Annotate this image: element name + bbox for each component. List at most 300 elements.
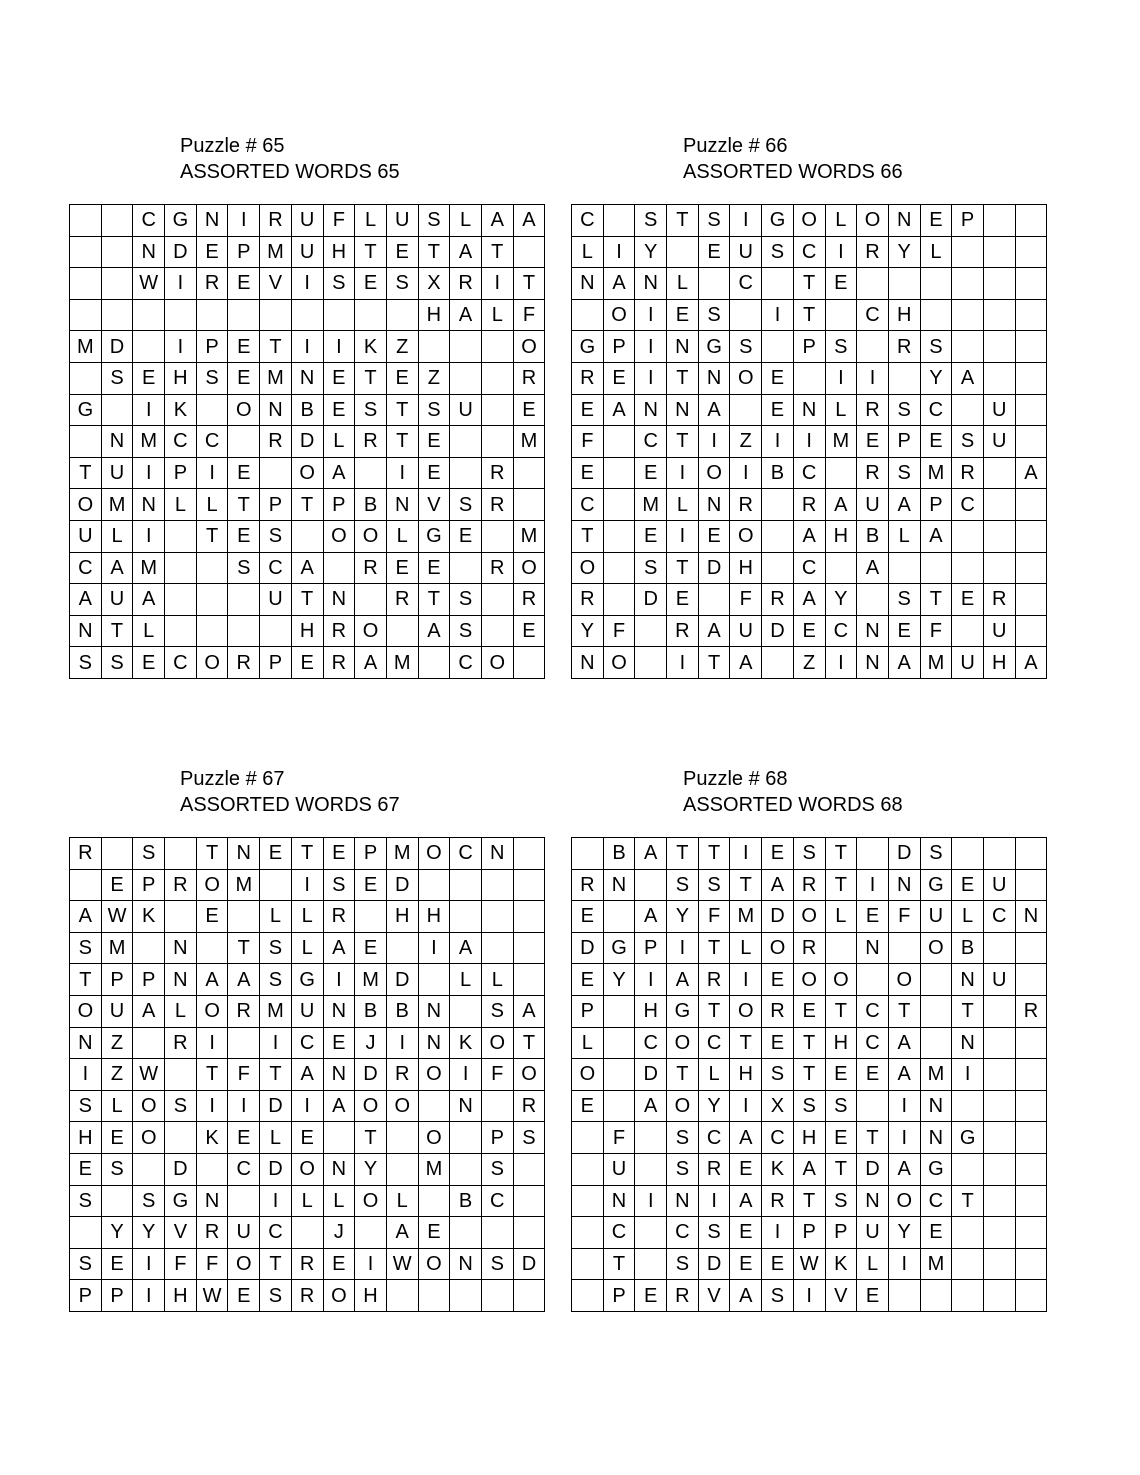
grid-cell: F <box>228 1059 260 1091</box>
grid-cell: T <box>826 838 858 870</box>
grid-cell: A <box>699 616 731 648</box>
grid-cell <box>952 237 984 269</box>
grid-cell: K <box>133 901 165 933</box>
grid-cell: U <box>730 237 762 269</box>
grid-cell: S <box>165 1091 197 1123</box>
grid-cell: P <box>133 870 165 902</box>
grid-cell: U <box>450 395 482 427</box>
grid-cell: U <box>984 964 1016 996</box>
grid-cell: M <box>514 521 546 553</box>
grid-cell <box>482 363 514 395</box>
grid-cell: R <box>857 237 889 269</box>
grid-cell: D <box>355 1059 387 1091</box>
grid-cell: E <box>514 395 546 427</box>
grid-cell: H <box>70 1122 102 1154</box>
grid-cell: S <box>419 205 451 237</box>
grid-cell <box>1016 363 1048 395</box>
grid-cell: I <box>197 1091 229 1123</box>
grid-cell: S <box>102 647 134 679</box>
grid-cell: T <box>699 933 731 965</box>
grid-cell: G <box>165 1186 197 1218</box>
grid-cell: L <box>572 1028 604 1060</box>
grid-cell: T <box>228 933 260 965</box>
grid-cell <box>450 1154 482 1186</box>
grid-cell: I <box>667 647 699 679</box>
grid-cell <box>984 300 1016 332</box>
grid-cell: O <box>572 553 604 585</box>
grid-cell: S <box>102 363 134 395</box>
grid-cell <box>984 363 1016 395</box>
grid-cell: S <box>450 616 482 648</box>
grid-cell: U <box>921 901 953 933</box>
grid-cell <box>260 616 292 648</box>
grid-cell: T <box>857 1122 889 1154</box>
grid-cell: U <box>102 458 134 490</box>
grid-cell <box>70 1217 102 1249</box>
grid-cell: I <box>794 426 826 458</box>
grid-cell: C <box>730 268 762 300</box>
grid-cell: Y <box>604 964 636 996</box>
grid-cell <box>794 363 826 395</box>
grid-cell: P <box>70 1280 102 1312</box>
grid-cell: I <box>387 1028 419 1060</box>
grid-cell: S <box>419 395 451 427</box>
puzzle-67-grid <box>69 837 545 1312</box>
grid-cell: E <box>635 458 667 490</box>
grid-cell: E <box>826 1122 858 1154</box>
grid-cell: I <box>133 1249 165 1281</box>
grid-cell <box>1016 205 1048 237</box>
grid-cell <box>1016 237 1048 269</box>
grid-cell: S <box>952 426 984 458</box>
grid-cell: A <box>952 363 984 395</box>
grid-cell <box>419 647 451 679</box>
grid-cell: M <box>260 237 292 269</box>
grid-cell <box>826 458 858 490</box>
grid-cell: L <box>482 964 514 996</box>
grid-cell <box>635 1122 667 1154</box>
grid-cell: D <box>165 1154 197 1186</box>
grid-cell: E <box>228 1280 260 1312</box>
grid-cell <box>604 205 636 237</box>
grid-cell: I <box>165 331 197 363</box>
grid-cell: G <box>70 395 102 427</box>
grid-cell: S <box>133 838 165 870</box>
grid-cell: I <box>292 268 324 300</box>
grid-cell <box>984 331 1016 363</box>
grid-cell <box>667 237 699 269</box>
grid-cell: E <box>324 395 356 427</box>
grid-cell: D <box>762 901 794 933</box>
grid-cell: L <box>387 521 419 553</box>
grid-cell <box>324 1122 356 1154</box>
grid-cell: T <box>667 553 699 585</box>
grid-cell <box>514 458 546 490</box>
grid-cell <box>762 268 794 300</box>
grid-cell: V <box>826 1280 858 1312</box>
grid-cell: U <box>984 870 1016 902</box>
grid-cell: G <box>165 205 197 237</box>
grid-cell <box>260 300 292 332</box>
grid-cell: E <box>324 838 356 870</box>
grid-cell: M <box>826 426 858 458</box>
grid-cell: M <box>260 363 292 395</box>
grid-cell: A <box>1016 647 1048 679</box>
grid-cell: D <box>165 237 197 269</box>
puzzle-66-grid <box>571 204 1047 679</box>
grid-cell <box>984 838 1016 870</box>
grid-cell <box>292 521 324 553</box>
grid-cell <box>70 237 102 269</box>
grid-cell <box>635 1217 667 1249</box>
grid-cell <box>450 458 482 490</box>
grid-cell: Y <box>133 1217 165 1249</box>
grid-cell: D <box>699 553 731 585</box>
grid-cell: S <box>260 964 292 996</box>
grid-cell <box>635 616 667 648</box>
grid-cell: C <box>699 1122 731 1154</box>
grid-cell: A <box>857 553 889 585</box>
grid-cell: I <box>667 521 699 553</box>
grid-cell: N <box>133 237 165 269</box>
grid-cell: R <box>857 458 889 490</box>
grid-cell: A <box>450 237 482 269</box>
grid-cell: O <box>133 1122 165 1154</box>
grid-cell: N <box>102 426 134 458</box>
grid-cell <box>921 996 953 1028</box>
grid-cell: L <box>450 205 482 237</box>
grid-cell <box>921 964 953 996</box>
grid-cell: A <box>355 647 387 679</box>
grid-cell: D <box>260 1091 292 1123</box>
grid-cell <box>604 996 636 1028</box>
grid-cell: P <box>197 331 229 363</box>
puzzle-66-header <box>683 133 903 185</box>
grid-cell: B <box>857 521 889 553</box>
grid-cell: O <box>794 964 826 996</box>
grid-cell <box>387 1154 419 1186</box>
grid-cell: H <box>984 647 1016 679</box>
grid-cell <box>228 300 260 332</box>
grid-cell: I <box>889 1122 921 1154</box>
grid-cell <box>197 584 229 616</box>
grid-cell: L <box>260 901 292 933</box>
grid-cell: N <box>228 838 260 870</box>
grid-cell: Y <box>889 237 921 269</box>
grid-cell <box>482 331 514 363</box>
grid-cell: A <box>604 395 636 427</box>
grid-cell: E <box>857 901 889 933</box>
grid-cell: H <box>794 1122 826 1154</box>
grid-cell: A <box>730 647 762 679</box>
grid-cell: R <box>730 489 762 521</box>
grid-cell <box>984 237 1016 269</box>
grid-cell: Y <box>102 1217 134 1249</box>
grid-cell: E <box>794 616 826 648</box>
grid-cell <box>102 838 134 870</box>
grid-cell <box>984 205 1016 237</box>
grid-cell <box>762 521 794 553</box>
grid-cell <box>133 933 165 965</box>
grid-cell: R <box>984 584 1016 616</box>
grid-cell: P <box>102 964 134 996</box>
grid-cell: T <box>699 996 731 1028</box>
grid-cell: I <box>292 331 324 363</box>
grid-cell: T <box>667 838 699 870</box>
grid-cell: O <box>699 458 731 490</box>
grid-cell: H <box>826 1028 858 1060</box>
grid-cell: I <box>889 1091 921 1123</box>
grid-cell: E <box>419 458 451 490</box>
grid-cell <box>1016 933 1048 965</box>
grid-cell: F <box>699 901 731 933</box>
grid-cell: R <box>260 426 292 458</box>
grid-cell: M <box>70 331 102 363</box>
grid-cell: M <box>921 458 953 490</box>
grid-cell: T <box>292 584 324 616</box>
grid-cell: D <box>889 838 921 870</box>
grid-cell <box>984 1186 1016 1218</box>
grid-cell: R <box>952 458 984 490</box>
grid-cell: R <box>197 268 229 300</box>
grid-cell: C <box>762 1122 794 1154</box>
grid-cell <box>572 1122 604 1154</box>
grid-cell: E <box>762 838 794 870</box>
grid-cell: T <box>826 996 858 1028</box>
grid-cell: G <box>699 331 731 363</box>
grid-cell: S <box>260 1280 292 1312</box>
grid-cell: S <box>699 300 731 332</box>
grid-cell: T <box>572 521 604 553</box>
grid-cell: L <box>292 901 324 933</box>
grid-cell: G <box>572 331 604 363</box>
grid-cell <box>952 395 984 427</box>
grid-cell: U <box>260 584 292 616</box>
grid-cell <box>572 1154 604 1186</box>
grid-cell: Y <box>826 584 858 616</box>
grid-cell: O <box>70 489 102 521</box>
grid-cell: F <box>482 1059 514 1091</box>
grid-cell <box>514 901 546 933</box>
grid-cell <box>102 237 134 269</box>
grid-cell: N <box>952 1028 984 1060</box>
grid-cell: E <box>794 996 826 1028</box>
grid-cell: L <box>857 1249 889 1281</box>
grid-cell: M <box>921 647 953 679</box>
grid-cell: I <box>762 426 794 458</box>
grid-cell <box>419 1091 451 1123</box>
grid-cell: R <box>228 996 260 1028</box>
grid-cell <box>952 553 984 585</box>
grid-cell <box>889 553 921 585</box>
grid-cell: C <box>635 1028 667 1060</box>
grid-cell: G <box>952 1122 984 1154</box>
grid-cell: M <box>635 489 667 521</box>
grid-cell: S <box>482 996 514 1028</box>
grid-cell: R <box>794 489 826 521</box>
grid-cell <box>984 458 1016 490</box>
grid-cell: C <box>857 300 889 332</box>
grid-cell: A <box>826 489 858 521</box>
grid-cell: I <box>635 964 667 996</box>
grid-cell <box>857 838 889 870</box>
grid-cell: U <box>604 1154 636 1186</box>
grid-cell: O <box>921 933 953 965</box>
grid-cell: U <box>984 616 1016 648</box>
grid-cell: R <box>165 1028 197 1060</box>
grid-cell <box>984 521 1016 553</box>
grid-cell: R <box>762 584 794 616</box>
grid-cell <box>355 300 387 332</box>
grid-cell: T <box>667 205 699 237</box>
grid-cell: P <box>260 647 292 679</box>
grid-cell <box>514 870 546 902</box>
grid-cell: S <box>826 331 858 363</box>
grid-cell <box>1016 1122 1048 1154</box>
grid-cell: T <box>102 616 134 648</box>
grid-cell: R <box>355 553 387 585</box>
grid-cell: L <box>292 933 324 965</box>
grid-cell: S <box>70 647 102 679</box>
grid-cell: I <box>635 300 667 332</box>
grid-cell <box>984 996 1016 1028</box>
grid-cell: U <box>228 1217 260 1249</box>
grid-cell: L <box>165 996 197 1028</box>
grid-cell <box>324 553 356 585</box>
grid-cell <box>197 553 229 585</box>
grid-cell: P <box>952 205 984 237</box>
grid-cell: R <box>572 870 604 902</box>
grid-cell: I <box>826 647 858 679</box>
grid-cell: O <box>889 964 921 996</box>
grid-cell: M <box>921 1059 953 1091</box>
grid-cell: I <box>730 458 762 490</box>
grid-cell <box>419 331 451 363</box>
grid-cell: M <box>133 553 165 585</box>
grid-cell: G <box>292 964 324 996</box>
grid-cell <box>292 300 324 332</box>
grid-cell <box>355 458 387 490</box>
grid-cell: E <box>826 268 858 300</box>
grid-cell: T <box>826 870 858 902</box>
grid-cell: C <box>70 553 102 585</box>
grid-cell: I <box>197 1028 229 1060</box>
grid-cell <box>984 1059 1016 1091</box>
puzzle-number: Puzzle # 65 <box>180 135 285 157</box>
grid-cell: N <box>699 489 731 521</box>
grid-cell: D <box>762 616 794 648</box>
grid-cell <box>387 1280 419 1312</box>
grid-cell: A <box>514 996 546 1028</box>
grid-cell <box>387 300 419 332</box>
grid-cell: N <box>450 1249 482 1281</box>
grid-cell <box>355 901 387 933</box>
grid-cell: I <box>324 964 356 996</box>
grid-cell: I <box>197 458 229 490</box>
grid-cell <box>165 521 197 553</box>
grid-cell: U <box>70 521 102 553</box>
grid-cell: T <box>667 363 699 395</box>
grid-cell: R <box>572 584 604 616</box>
grid-cell <box>165 300 197 332</box>
grid-cell: A <box>604 268 636 300</box>
grid-cell <box>921 300 953 332</box>
grid-cell <box>635 1249 667 1281</box>
grid-cell: P <box>572 996 604 1028</box>
grid-cell: U <box>857 1217 889 1249</box>
grid-cell: L <box>324 426 356 458</box>
grid-cell <box>921 1280 953 1312</box>
grid-cell: S <box>699 870 731 902</box>
grid-cell: I <box>292 870 324 902</box>
grid-cell <box>604 521 636 553</box>
grid-cell: E <box>324 363 356 395</box>
grid-cell: O <box>419 1249 451 1281</box>
grid-cell: W <box>102 901 134 933</box>
grid-cell: E <box>730 1217 762 1249</box>
grid-cell: Z <box>102 1059 134 1091</box>
grid-cell: Z <box>102 1028 134 1060</box>
grid-cell: T <box>699 838 731 870</box>
grid-cell: K <box>826 1249 858 1281</box>
grid-cell: L <box>133 616 165 648</box>
grid-cell: E <box>952 870 984 902</box>
grid-cell: E <box>133 363 165 395</box>
grid-cell: C <box>604 1217 636 1249</box>
grid-cell: C <box>292 1028 324 1060</box>
grid-cell <box>482 584 514 616</box>
grid-cell: Y <box>921 363 953 395</box>
grid-cell: E <box>857 426 889 458</box>
grid-cell: F <box>324 205 356 237</box>
grid-cell: N <box>450 1091 482 1123</box>
grid-cell: K <box>450 1028 482 1060</box>
grid-cell: N <box>667 331 699 363</box>
grid-cell: O <box>228 1249 260 1281</box>
grid-cell: E <box>133 647 165 679</box>
grid-cell: B <box>387 996 419 1028</box>
grid-cell: K <box>165 395 197 427</box>
grid-cell <box>1016 521 1048 553</box>
grid-cell: R <box>514 363 546 395</box>
grid-cell <box>482 870 514 902</box>
grid-cell: O <box>482 647 514 679</box>
grid-cell: O <box>514 553 546 585</box>
grid-cell: N <box>324 1059 356 1091</box>
grid-cell: N <box>667 1186 699 1218</box>
grid-cell: S <box>450 584 482 616</box>
grid-cell: T <box>699 647 731 679</box>
grid-cell <box>228 616 260 648</box>
grid-cell: C <box>450 838 482 870</box>
grid-cell: F <box>730 584 762 616</box>
grid-cell: I <box>355 1249 387 1281</box>
grid-cell: F <box>197 1249 229 1281</box>
grid-cell: I <box>450 1059 482 1091</box>
grid-cell: R <box>514 1091 546 1123</box>
grid-cell <box>450 996 482 1028</box>
grid-cell: Z <box>419 363 451 395</box>
grid-cell: I <box>260 1186 292 1218</box>
grid-cell: A <box>324 458 356 490</box>
grid-cell: F <box>889 901 921 933</box>
grid-cell: E <box>572 1091 604 1123</box>
grid-cell: P <box>794 1217 826 1249</box>
grid-cell <box>762 331 794 363</box>
grid-cell: S <box>260 521 292 553</box>
grid-cell: C <box>165 647 197 679</box>
grid-cell: A <box>730 1122 762 1154</box>
